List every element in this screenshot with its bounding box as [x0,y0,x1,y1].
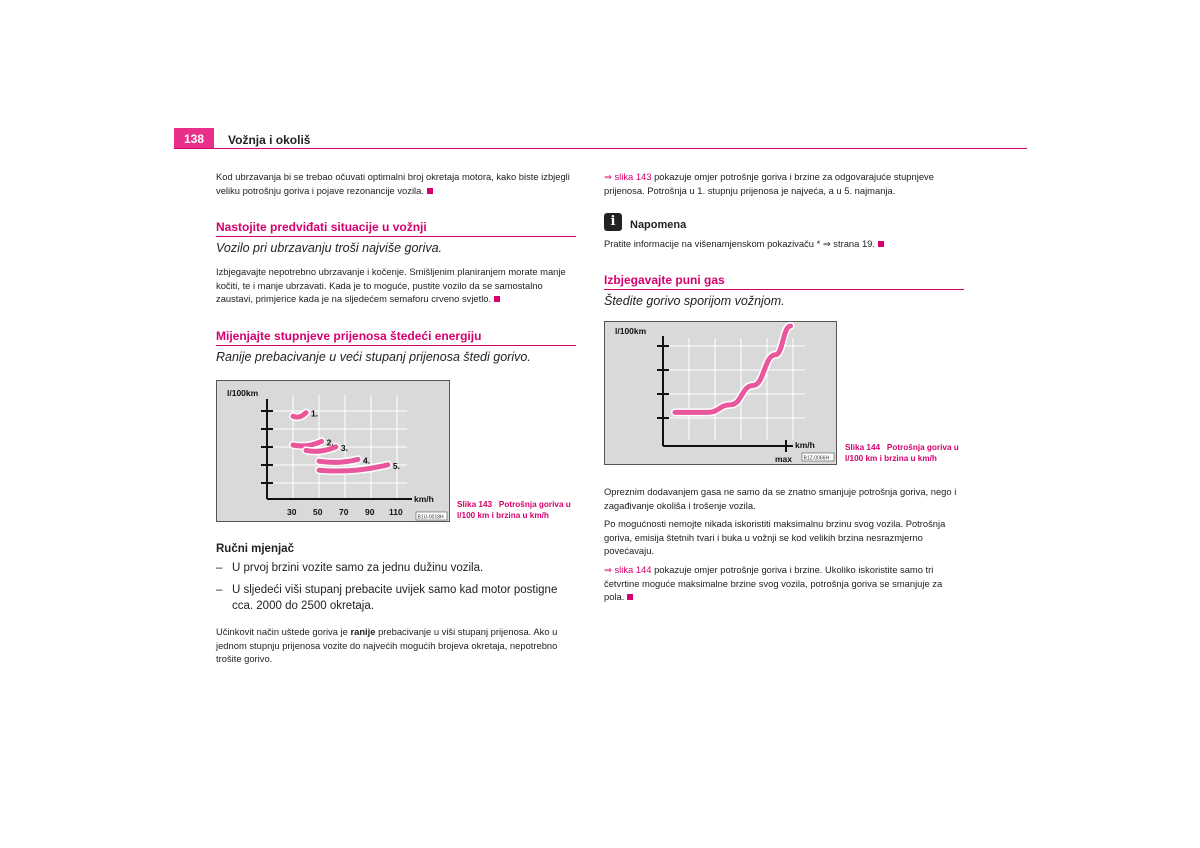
caption-number: Slika 144 [845,443,881,452]
figure-144-svg [605,322,836,464]
y-axis-label: l/100km [615,326,647,336]
section-subtitle-fullgas: Štedite gorivo sporijom vožnjom. [604,294,785,308]
figure-143-chart [216,380,450,522]
manual-heading: Ručni mjenjač [216,543,294,555]
figure-144-link[interactable]: slika 144 [614,564,652,575]
consumption-curve [675,326,791,412]
consumption-curve-halo [675,326,791,412]
y-axis-label: l/100km [227,388,259,398]
fig143-reference-text: pokazuje omjer potrošnje goriva i brzine za odgovarajuće stupnjeve prijenosa. Potrošnja u 1. stupnju prijenosa je najveća, a u 5. najmanja. [604,171,934,196]
list-item [216,560,576,576]
list-item-text: U sljedeći viši stupanj prebacite uvijek samo kad motor postigne cca. 2000 do 2500 okretaja. [232,584,558,612]
list-item-text: U prvoj brzini vozite samo za jednu dužinu vozila. [232,562,484,574]
note-paragraph [604,237,964,251]
gear-label-2: 2. [326,437,334,448]
x-axis-label: km/h [414,494,434,504]
figure-143-svg [217,381,449,521]
gear-label-5: 5. [392,460,400,471]
end-mark-icon [494,296,500,302]
x-tick-70: 70 [339,507,349,517]
section-title-anticipate: Nastojite predviđati situacije u vožnji [216,220,576,237]
anticipate-paragraph [216,265,576,306]
arrow-icon: ⇒ [604,564,612,575]
note-text: Pratite informacije na višenamjenskom pokazivaču * ⇒ strana 19. [604,238,876,249]
figure-code: B1Z-0066H [803,455,830,462]
x-axis-label: km/h [795,440,815,450]
intro-paragraph [216,170,576,197]
x-tick-30: 30 [287,507,297,517]
figure-144-caption [845,442,967,464]
end-mark-icon [627,594,633,600]
closing-text-pre: Učinkovit način uštede goriva je [216,626,351,637]
section-subtitle-gears: Ranije prebacivanje u veći stupanj prijenosa štedi gorivo. [216,350,531,364]
paragraph-max-speed: Po mogućnosti nemojte nikada iskoristiti maksimalnu brzinu svog vozila. Potrošnja goriva, emisija štetnih tvari i buka u vožnji se kod velikih brzina nesrazmjerno povećavaju. [604,518,946,556]
dash-bullet: – [216,584,223,596]
gear-curve-4 [319,459,358,462]
x-tick-max: max [775,454,793,464]
gear-label-1: 1. [311,408,319,419]
figure-code: B1U-0018H [417,514,444,521]
manual-list [216,560,576,614]
end-mark-icon [427,188,433,194]
anticipate-text: Izbjegavajte nepotrebno ubrzavanje i kočenje. Smišljenim planiranjem morate manje kočiti, te i manje ubrzavati. Kada je to moguće, pustite vozilo da se samostalno zaustavi, primjerice kada je na sljedećem semaforu crveno svjetlo. [216,266,566,304]
dash-bullet: – [216,562,223,574]
note-title: Napomena [630,219,687,231]
caption-text: Potrošnja goriva u l/100 km i brzina u km/h [845,443,959,463]
info-icon: i [604,213,622,231]
x-tick-90: 90 [365,507,375,517]
closing-paragraph [216,625,576,666]
x-tick-110: 110 [389,507,403,517]
section-subtitle-anticipate: Vozilo pri ubrzavanju troši najviše goriva. [216,241,443,255]
closing-text-post: prebacivanje u viši stupanj prijenosa. Ako u jednom stupnju prijenosa vozite do najvećih mogućih brojeva okretaja, nepotrebno trošite gorivo. [216,626,558,664]
fig144-reference-paragraph [604,563,964,604]
figure-143-link[interactable]: slika 143 [614,171,652,182]
arrow-icon: ⇒ [604,171,612,182]
running-head: Vožnja i okoliš [228,133,311,147]
paragraph-careful-gas: Opreznim dodavanjem gasa ne samo da se znatno smanjuje potrošnja goriva, nego i zagađivanje okoliša i trošenje vozila. [604,486,957,511]
caption-number: Slika 143 [457,500,493,509]
section-title-gears: Mijenjajte stupnjeve prijenosa štedeći energiju [216,329,576,346]
closing-text-bold: ranije [350,626,376,637]
fig143-reference-paragraph [604,170,964,197]
caption-text: Potrošnja goriva u l/100 km i brzina u km/h [457,500,571,520]
figure-144-chart [604,321,837,465]
end-mark-icon [878,241,884,247]
fig144-reference-text: pokazuje omjer potrošnje goriva i brzine. Ukoliko iskoristite samo tri četvrtine moguće maksimalne brzine svog vozila, potrošnja goriva se smanjuje za pola. [604,564,943,602]
gear-label-3: 3. [340,442,348,453]
gear-label-4: 4. [363,455,371,466]
page-number: 138 [174,128,214,148]
section-title-fullgas: Izbjegavajte puni gas [604,273,964,290]
figure-143-caption [457,499,577,521]
list-item [216,582,576,614]
intro-text: Kod ubrzavanja bi se trebao očuvati optimalni broj okretaja motora, kako biste izbjegli veliku potrošnju goriva i pojave rezonancije vozila. [216,171,570,196]
x-tick-50: 50 [313,507,323,517]
